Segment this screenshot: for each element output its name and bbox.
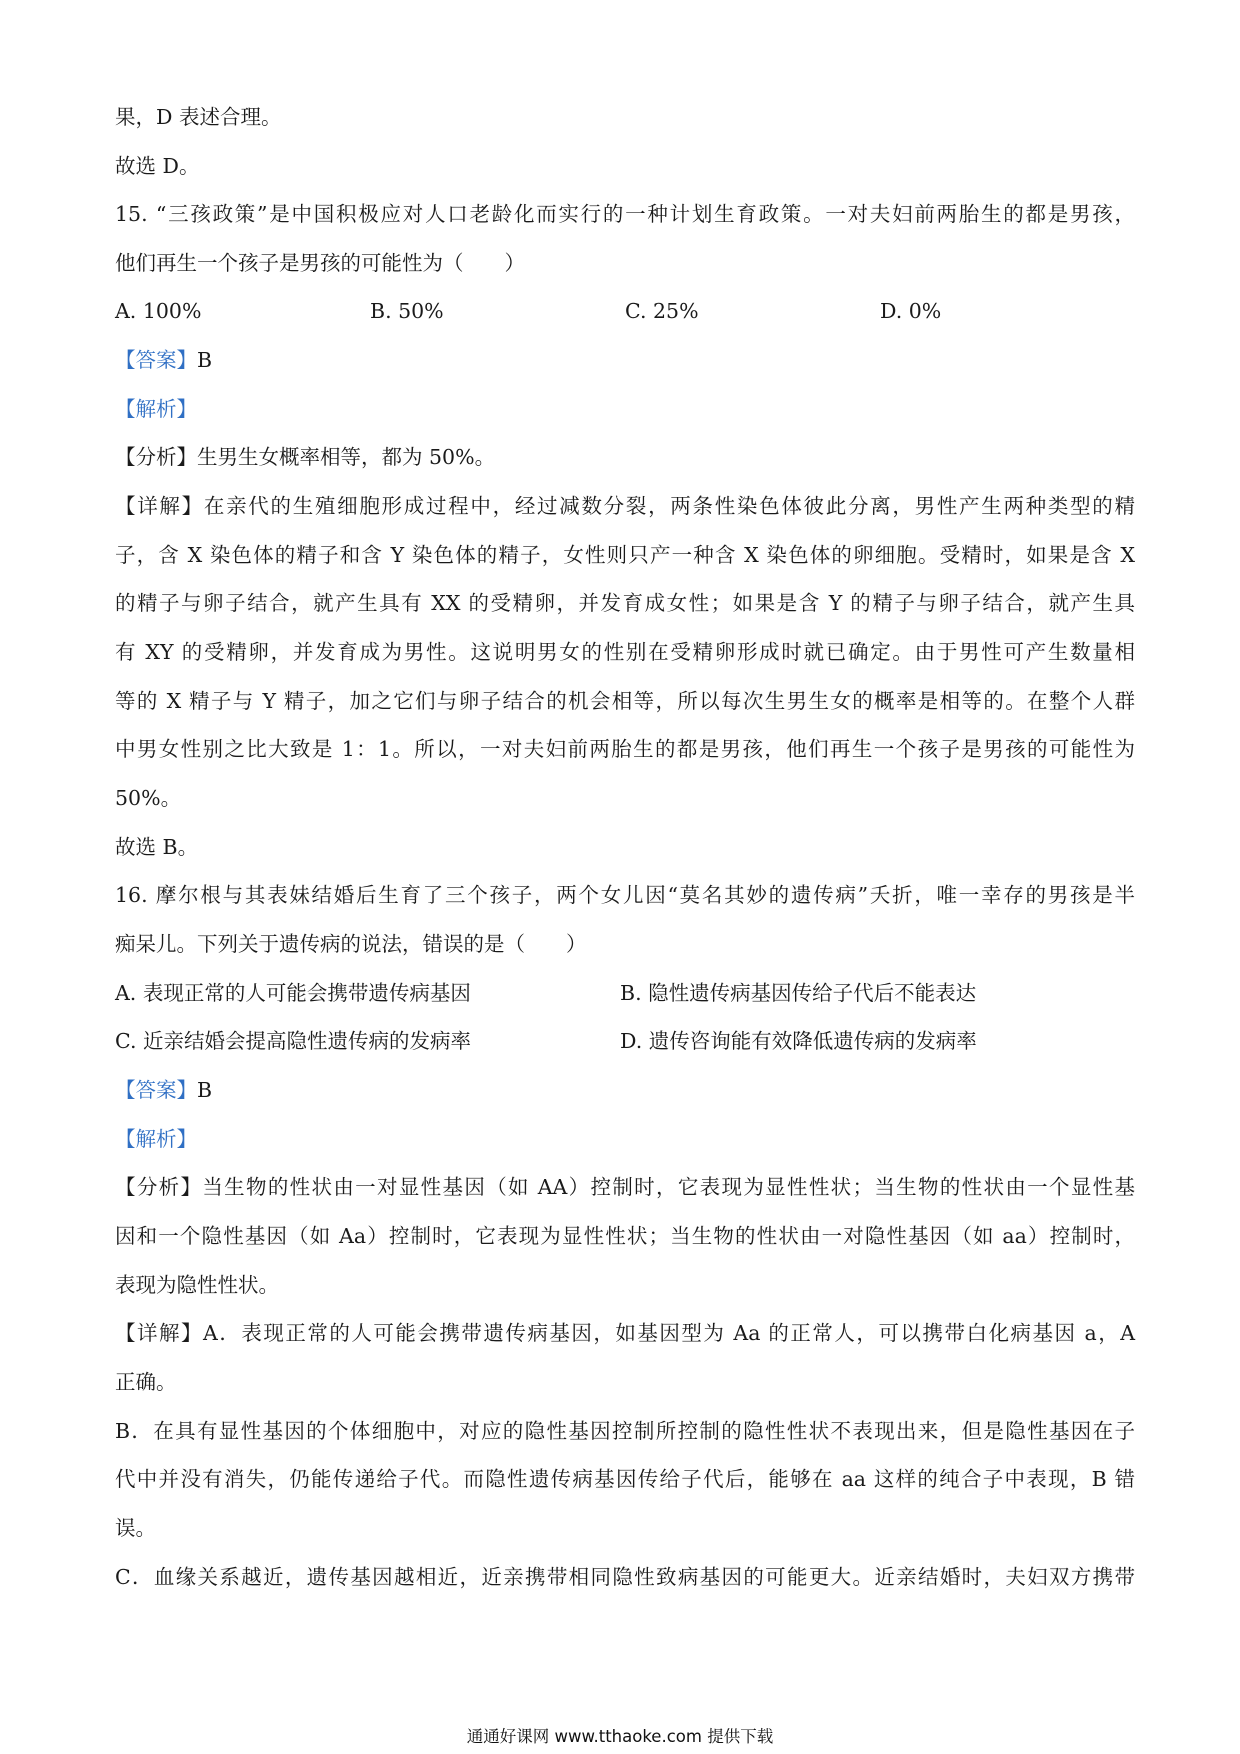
question-16-stem: 16. 摩尔根与其表妹结婚后生育了三个孩子，两个女儿因“莫名其妙的遗传病”夭折，唯一幸存的男孩是半 <box>115 883 1135 907</box>
detail-tag: 【详解】 <box>115 494 204 518</box>
option-d: D. 0% <box>880 299 942 323</box>
detail-line: 误。 <box>115 1516 156 1540</box>
option-a: A. 100% <box>115 299 202 323</box>
jiexi-line <box>115 1125 1135 1153</box>
answer-tag: 【答案】 <box>115 348 197 372</box>
option-b: B. 50% <box>370 299 444 323</box>
jiexi-tag: 【解析】 <box>115 1127 197 1151</box>
option-a: A. 表现正常的人可能会携带遗传病基因 <box>115 981 471 1005</box>
answer-value: B <box>197 1078 213 1102</box>
detail-line: 有 XY 的受精卵，并发育成为男性。这说明男女的性别在受精卵形成时就已确定。由于男性可产生数量相 <box>115 640 1135 664</box>
answer-value: B <box>197 348 213 372</box>
detail-line: 代中并没有消失，仍能传递给子代。而隐性遗传病基因传给子代后，能够在 aa 这样的纯合子中表现，B 错 <box>115 1467 1135 1491</box>
question-16-stem-cont: 痴呆儿。下列关于遗传病的说法，错误的是（ ） <box>115 932 587 956</box>
answer-choice-line: 故选 D。 <box>115 154 200 178</box>
detail-line: 中男女性别之比大致是 1：1。所以，一对夫妇前两胎生的都是男孩，他们再生一个孩子是男孩的可能性为 <box>115 737 1135 761</box>
jiexi-tag: 【解析】 <box>115 397 197 421</box>
detail-line: C．血缘关系越近，遗传基因越相近，近亲携带相同隐性致病基因的可能更大。近亲结婚时，夫妇双方携带 <box>115 1565 1135 1589</box>
question-15-stem-cont: 他们再生一个孩子是男孩的可能性为（ ） <box>115 251 525 275</box>
detail-line <box>115 1319 1135 1347</box>
detail-line: 50%。 <box>115 786 182 810</box>
page-footer: 通通好课网 www.tthaoke.com 提供下载 <box>466 1727 774 1746</box>
analysis-tag: 【分析】 <box>115 1175 203 1199</box>
detail-line: 正确。 <box>115 1370 177 1394</box>
answer-choice-line: 故选 B。 <box>115 835 199 859</box>
detail-text: 在亲代的生殖细胞形成过程中，经过减数分裂，两条性染色体彼此分离，男性产生两种类型的精 <box>203 494 1136 518</box>
option-c: C. 25% <box>625 299 699 323</box>
detail-line: B．在具有显性基因的个体细胞中，对应的隐性基因控制所控制的隐性性状不表现出来，但是隐性基因在子 <box>115 1419 1135 1443</box>
detail-line: 的精子与卵子结合，就产生具有 XX 的受精卵，并发育成女性；如果是含 Y 的精子与卵子结合，就产生具 <box>115 591 1135 615</box>
option-d: D. 遗传咨询能有效降低遗传病的发病率 <box>620 1029 977 1053</box>
analysis-text: 生男生女概率相等，都为 50%。 <box>197 445 496 469</box>
option-b: B. 隐性遗传病基因传给子代后不能表达 <box>620 981 977 1005</box>
analysis-line: 因和一个隐性基因（如 Aa）控制时，它表现为显性性状；当生物的性状由一对隐性基因（如 aa）控制时， <box>115 1224 1135 1248</box>
detail-tag: 【详解】 <box>115 1321 204 1345</box>
option-c: C. 近亲结婚会提高隐性遗传病的发病率 <box>115 1029 471 1053</box>
detail-line: 等的 X 精子与 Y 精子，加之它们与卵子结合的机会相等，所以每次生男生女的概率是相等的。在整个人群 <box>115 689 1135 713</box>
analysis-text: 当生物的性状由一对显性基因（如 AA）控制时，它表现为显性性状；当生物的性状由一个显性基 <box>202 1175 1136 1199</box>
answer-tag: 【答案】 <box>115 1078 197 1102</box>
jiexi-line <box>115 395 1135 423</box>
detail-text: A．表现正常的人可能会携带遗传病基因，如基因型为 Aa 的正常人，可以携带白化病基因 a，A <box>203 1321 1136 1345</box>
text-line: 果，D 表述合理。 <box>115 105 282 129</box>
detail-line: 子，含 X 染色体的精子和含 Y 染色体的精子，女性则只产一种含 X 染色体的卵细胞。受精时，如果是含 X <box>115 543 1135 567</box>
question-15-stem: 15. “三孩政策”是中国积极应对人口老龄化而实行的一种计划生育政策。一对夫妇前两胎生的都是男孩， <box>115 202 1135 226</box>
answer-line <box>115 1076 1135 1104</box>
answer-line <box>115 346 1135 374</box>
analysis-tag: 【分析】 <box>115 445 197 469</box>
analysis-line: 表现为隐性性状。 <box>115 1273 279 1297</box>
analysis-line <box>115 443 1135 471</box>
analysis-line <box>115 1173 1135 1201</box>
detail-line <box>115 492 1135 520</box>
